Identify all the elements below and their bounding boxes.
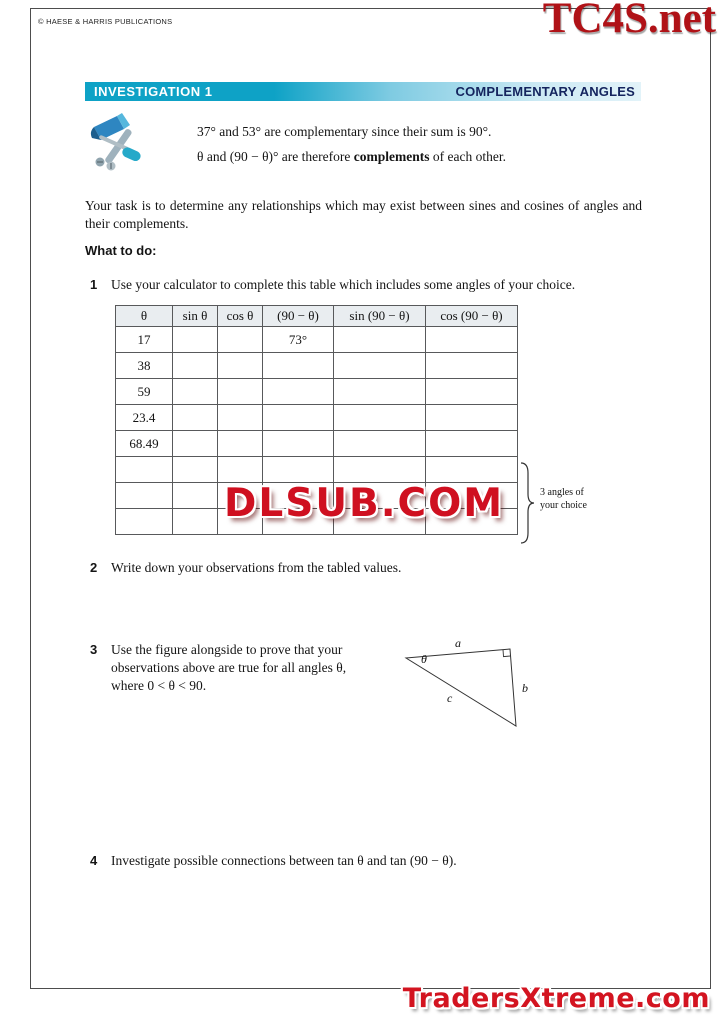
intro-line-2	[197, 144, 506, 169]
col-header-complement: (90 − θ)	[263, 306, 334, 327]
intro-line-2-post: of each other.	[429, 149, 506, 164]
right-angle-marker	[503, 650, 511, 657]
table-cell	[116, 457, 173, 483]
right-triangle-figure	[398, 640, 538, 745]
table-cell: 17	[116, 327, 173, 353]
side-b-label: b	[522, 681, 528, 695]
table-row	[116, 327, 518, 353]
table-cell: 59	[116, 379, 173, 405]
table-cell	[263, 457, 334, 483]
col-header-theta: θ	[116, 306, 173, 327]
table-cell	[426, 327, 518, 353]
item-4-number: 4	[90, 853, 98, 868]
investigation-header	[85, 82, 641, 101]
table-cell	[263, 379, 334, 405]
table-cell	[116, 509, 173, 535]
table-cell	[218, 353, 263, 379]
item-4-text: Investigate possible connections between tan θ and tan (90 − θ).	[111, 853, 457, 868]
table-cell	[218, 405, 263, 431]
task-paragraph: Your task is to determine any relationships which may exist between sines and cosines of angles and their complements.	[85, 198, 642, 231]
table-cell: 68.49	[116, 431, 173, 457]
item-3-number: 3	[90, 642, 98, 657]
intro-line-2-pre: θ and (90 − θ)° are therefore	[197, 149, 354, 164]
watermark-dlsub: DLSUB.COM	[224, 481, 505, 526]
brace-label: 3 angles of your choice	[540, 487, 587, 511]
item-4	[90, 852, 638, 870]
col-header-sin: sin θ	[173, 306, 218, 327]
side-a-label: a	[455, 640, 461, 650]
table-cell	[173, 457, 218, 483]
table-cell	[334, 405, 426, 431]
table-cell	[334, 457, 426, 483]
table-cell	[218, 327, 263, 353]
intro-line-2-bold: complements	[353, 149, 430, 164]
table-cell	[426, 353, 518, 379]
side-c-label: c	[447, 691, 453, 705]
table-row	[116, 379, 518, 405]
tools-icon	[86, 110, 150, 179]
table-row	[116, 353, 518, 379]
col-header-cos-complement: cos (90 − θ)	[426, 306, 518, 327]
table-cell	[173, 379, 218, 405]
item-3-text: Use the figure alongside to prove that your observations above are true for all angles θ, where 0 < θ < 90.	[111, 642, 347, 693]
table-cell: 73°	[263, 327, 334, 353]
item-1	[90, 276, 638, 294]
item-1-text: Use your calculator to complete this table which includes some angles of your choice.	[111, 277, 576, 292]
watermark-tradersxtreme: TradersXtreme.com	[402, 983, 710, 1014]
table-cell	[334, 379, 426, 405]
investigation-title: INVESTIGATION 1	[94, 84, 213, 99]
theta-angle-label: θ	[421, 652, 427, 666]
item-3	[90, 641, 368, 695]
table-cell	[426, 405, 518, 431]
table-cell	[263, 405, 334, 431]
table-cell	[426, 431, 518, 457]
table-cell	[116, 483, 173, 509]
col-header-cos: cos θ	[218, 306, 263, 327]
watermark-tc4s: TC4S.net	[542, 0, 716, 42]
table-cell	[334, 353, 426, 379]
intro-text	[197, 119, 506, 169]
item-2	[90, 559, 638, 577]
table-cell	[218, 431, 263, 457]
item-2-text: Write down your observations from the tabled values.	[111, 560, 402, 575]
col-header-sin-complement: sin (90 − θ)	[334, 306, 426, 327]
intro-line-1: 37° and 53° are complementary since their sum is 90°.	[197, 124, 492, 139]
publisher-credit: © HAESE & HARRIS PUBLICATIONS	[38, 17, 173, 26]
table-row	[116, 405, 518, 431]
table-cell	[263, 353, 334, 379]
table-cell	[173, 509, 218, 535]
table-row	[116, 431, 518, 457]
table-cell	[173, 405, 218, 431]
table-header-row	[116, 306, 518, 327]
table-cell	[426, 457, 518, 483]
table-cell: 38	[116, 353, 173, 379]
what-to-do-heading: What to do:	[85, 243, 157, 258]
investigation-topic: COMPLEMENTARY ANGLES	[455, 84, 635, 99]
table-cell	[173, 431, 218, 457]
brace-icon	[518, 461, 536, 550]
table-cell	[173, 353, 218, 379]
table-cell	[173, 327, 218, 353]
item-2-number: 2	[90, 560, 98, 575]
table-cell	[218, 457, 263, 483]
item-1-number: 1	[90, 277, 98, 292]
table-cell	[218, 379, 263, 405]
table-row	[116, 457, 518, 483]
table-cell	[173, 483, 218, 509]
table-cell	[426, 379, 518, 405]
table-cell: 23.4	[116, 405, 173, 431]
table-cell	[263, 431, 334, 457]
table-cell	[334, 431, 426, 457]
table-cell	[334, 327, 426, 353]
